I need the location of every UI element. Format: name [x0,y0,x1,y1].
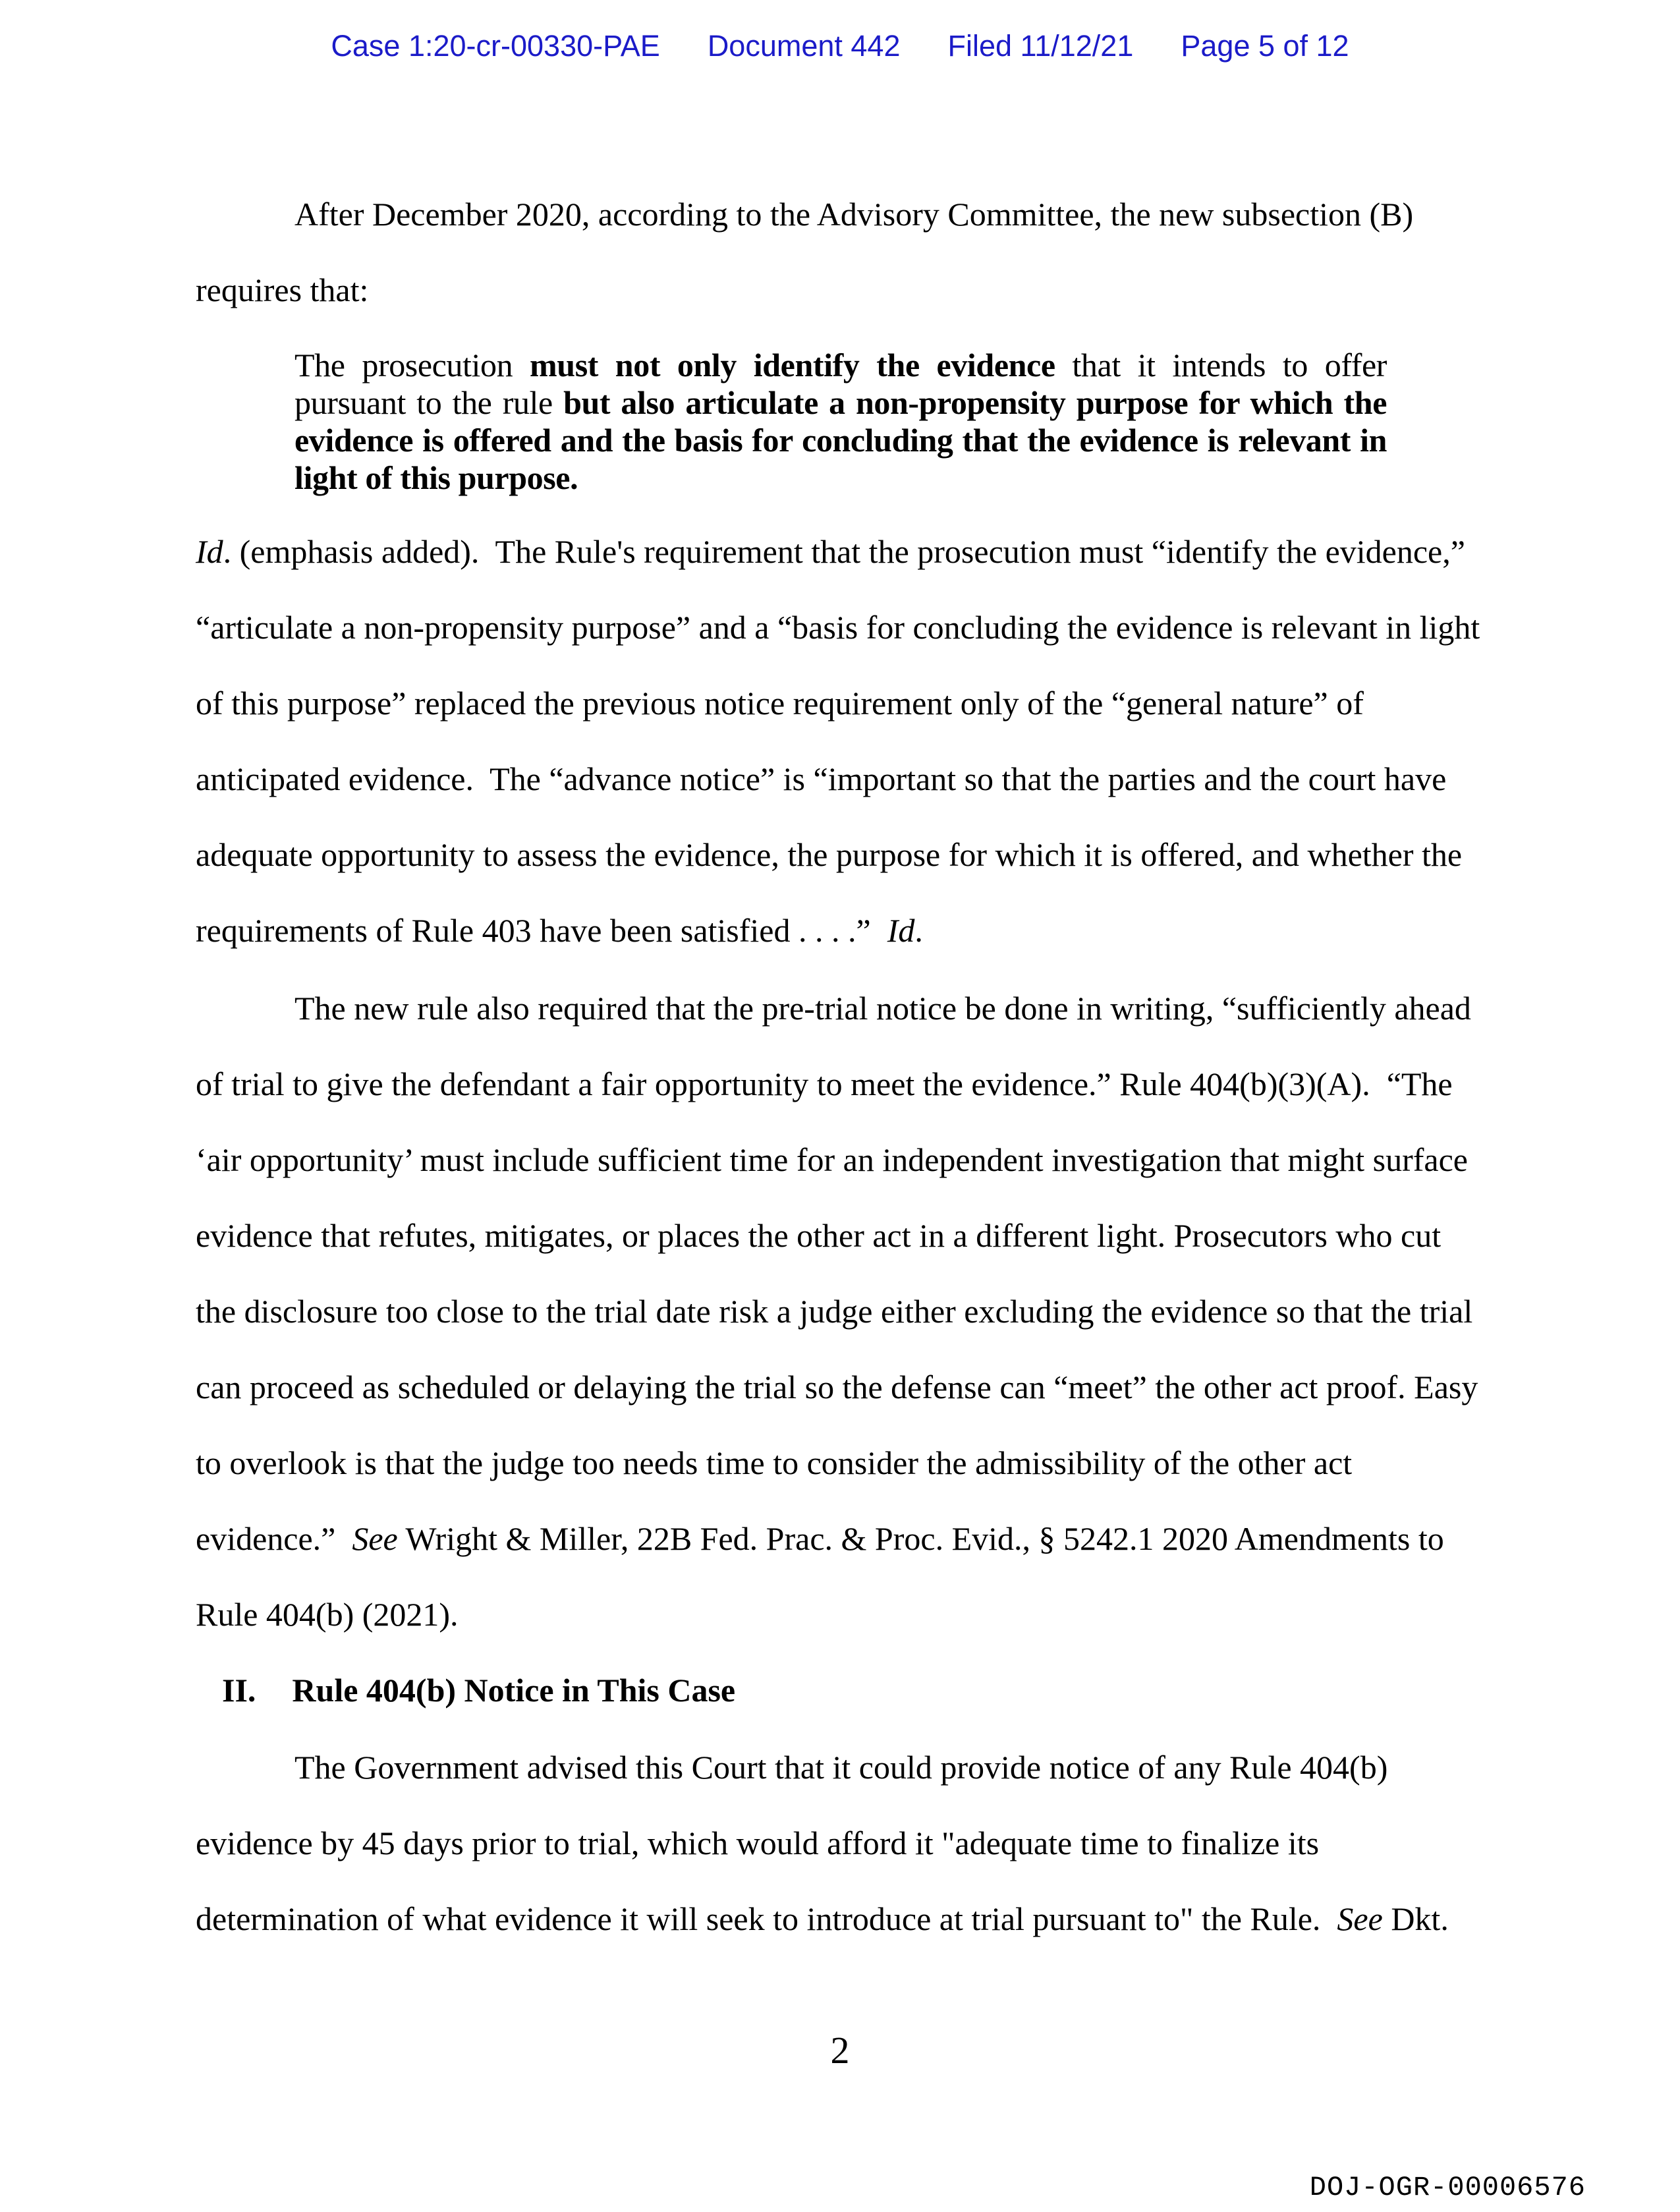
page-of-pages: Page 5 of 12 [1181,29,1349,63]
text-line [196,590,1480,666]
text-line [294,459,1387,497]
text-segment: . [914,912,923,949]
text-segment: to overlook is that the judge too needs time to consider the admissibility of the other act [196,1444,1353,1481]
text-segment: II. [222,1672,256,1709]
text-line [196,1046,1470,1122]
text-segment: requirements of Rule 403 have been satisfied . . . .” [196,912,887,949]
text-segment: can proceed as scheduled or delaying the trial so the defense can “meet” the other act proof. Easy [196,1369,1478,1405]
text-segment: Wright & Miller, 22B Fed. Prac. & Proc. Evid., § 5242.1 2020 Amendments to [397,1520,1444,1557]
text-segment: evidence is offered and the basis for concluding that the evidence is relevant in [294,422,1387,459]
text-segment: adequate opportunity to assess the evidence, the purpose for which it is offered, and whether the [196,836,1463,873]
text-segment: but also articulate a non-propensity purpose for which the [563,384,1387,421]
text-segment: pursuant to the rule [294,384,564,421]
paragraph-new-rule [196,971,1478,1653]
paragraph-government-notice [196,1730,1470,1957]
text-segment: requires that: [196,271,369,308]
bates-stamp: DOJ-OGR-00006576 [1309,2172,1586,2203]
text-segment: See [1337,1900,1383,1937]
text-line [196,177,1470,252]
text-line [196,971,1470,1046]
text-line [196,1349,1478,1425]
page-number: 2 [830,2029,850,2072]
text-line [196,1805,1470,1881]
text-segment: Id [196,533,223,570]
text-segment: ‘air opportunity’ must include sufficient time for an independent investigation that might surface [196,1141,1468,1178]
text-line [196,1577,1470,1653]
filed-date: Filed 11/12/21 [947,29,1134,63]
text-line [196,514,1470,590]
text-segment: anticipated evidence. The “advance notice” is “important so that the parties and the court have [196,760,1447,797]
text-line [196,1881,1470,1957]
text-line [196,1122,1470,1198]
text-line [196,1198,1470,1274]
text-segment: . (emphasis added). The Rule's requirement that the prosecution must “identify the evidence,” [223,533,1465,570]
text-segment: Dkt. [1382,1900,1449,1937]
text-segment: The prosecution [294,347,530,383]
paragraph-emphasis-added [196,514,1480,969]
text-segment: the disclosure too close to the trial date risk a judge either excluding the evidence so that the trial [196,1293,1473,1330]
text-line [196,817,1470,893]
text-line [196,1653,1470,1728]
text-line [294,347,1387,384]
text-segment: See [352,1520,398,1557]
text-segment: The Government advised this Court that it could provide notice of any Rule 404(b) [294,1749,1388,1786]
text-line [196,666,1470,741]
section-heading [196,1653,1470,1728]
text-line [196,893,1470,969]
text-segment: evidence that refutes, mitigates, or places the other act in a different light. Prosecutors who cut [196,1217,1442,1254]
text-line [294,384,1387,422]
blockquote-rule-text [294,347,1387,497]
case-caption-header [0,29,1680,63]
text-segment: The new rule also required that the pre-trial notice be done in writing, “sufficiently ahead [294,990,1471,1027]
text-segment: Rule 404(b) (2021). [196,1596,459,1633]
text-segment: that it intends to offer [1055,347,1387,383]
text-line [196,1730,1470,1805]
text-segment: determination of what evidence it will seek to introduce at trial pursuant to" the Rule. [196,1900,1337,1937]
text-segment: Id [887,912,915,949]
text-line [196,1274,1473,1349]
document-number: Document 442 [707,29,901,63]
text-segment: light of this purpose. [294,459,578,496]
text-line [196,741,1470,817]
case-number: Case 1:20-cr-00330-PAE [331,29,660,63]
text-segment: evidence by 45 days prior to trial, which would afford it "adequate time to finalize its [196,1825,1320,1861]
text-segment: must not only identify the evidence [530,347,1055,383]
text-segment: After December 2020, according to the Advisory Committee, the new subsection (B) [294,196,1414,233]
text-line [294,422,1387,459]
text-segment: evidence.” [196,1520,352,1557]
text-line [196,252,1470,328]
text-segment: of trial to give the defendant a fair opportunity to meet the evidence.” Rule 404(b)(3)(A). “The [196,1065,1453,1102]
text-segment: Rule 404(b) Notice in This Case [292,1672,736,1709]
text-line [196,1425,1470,1501]
text-segment: “articulate a non-propensity purpose” and a “basis for concluding the evidence is relevant in light [196,609,1480,646]
text-segment: of this purpose” replaced the previous notice requirement only of the “general nature” of [196,685,1364,722]
text-line [196,1501,1470,1577]
paragraph-intro [196,177,1470,328]
